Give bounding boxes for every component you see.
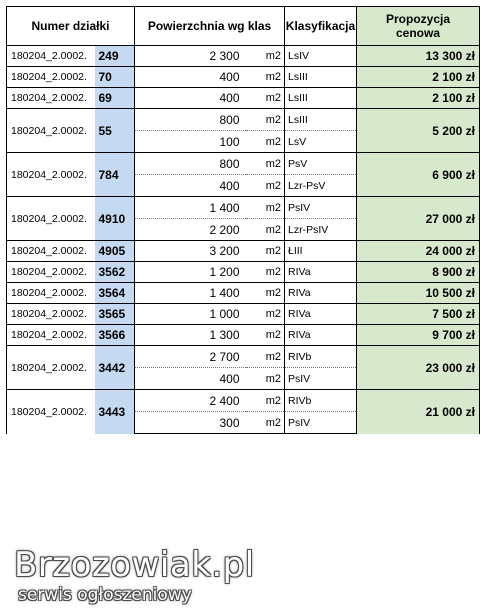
land-class: RIVa xyxy=(285,262,357,283)
price-proposal: 2 100 zł xyxy=(357,88,480,109)
area-unit: m2 xyxy=(246,412,285,434)
area-unit: m2 xyxy=(246,67,285,88)
plot-prefix: 180204_2.0002. xyxy=(7,67,95,88)
plot-number: 3442 xyxy=(95,346,135,390)
price-proposal: 8 900 zł xyxy=(357,262,480,283)
land-class: LsIII xyxy=(285,67,357,88)
area-value: 800 xyxy=(135,153,246,175)
table-row xyxy=(7,88,480,109)
area-value: 2 400 xyxy=(135,390,246,412)
price-proposal: 7 500 zł xyxy=(357,304,480,325)
area-value: 2 300 xyxy=(135,46,246,67)
area-unit: m2 xyxy=(246,241,285,262)
area-value: 1 200 xyxy=(135,262,246,283)
plot-number: 4905 xyxy=(95,241,135,262)
area-unit: m2 xyxy=(246,197,285,219)
price-proposal: 21 000 zł xyxy=(357,390,480,434)
area-value: 1 400 xyxy=(135,283,246,304)
table-row xyxy=(7,197,480,219)
area-value: 100 xyxy=(135,131,246,153)
land-class: PsIV xyxy=(285,197,357,219)
area-unit: m2 xyxy=(246,283,285,304)
table-row xyxy=(7,283,480,304)
area-value: 800 xyxy=(135,109,246,131)
header-propozycja-cenowa xyxy=(357,7,480,46)
price-proposal: 10 500 zł xyxy=(357,283,480,304)
plot-number: 4910 xyxy=(95,197,135,241)
table-body xyxy=(7,46,480,434)
plot-number: 55 xyxy=(95,109,135,153)
plot-number: 3565 xyxy=(95,304,135,325)
plots-table xyxy=(6,6,480,434)
area-unit: m2 xyxy=(246,346,285,368)
area-unit: m2 xyxy=(246,109,285,131)
area-value: 1 300 xyxy=(135,325,246,346)
area-unit: m2 xyxy=(246,219,285,241)
land-class: Lzr-PsIV xyxy=(285,219,357,241)
plot-number: 3564 xyxy=(95,283,135,304)
table-row xyxy=(7,262,480,283)
area-value: 400 xyxy=(135,175,246,197)
plot-number: 784 xyxy=(95,153,135,197)
table-row xyxy=(7,346,480,368)
area-value: 2 700 xyxy=(135,346,246,368)
area-unit: m2 xyxy=(246,46,285,67)
plot-prefix: 180204_2.0002. xyxy=(7,153,95,197)
plot-number: 249 xyxy=(95,46,135,67)
area-unit: m2 xyxy=(246,131,285,153)
area-unit: m2 xyxy=(246,390,285,412)
table-row xyxy=(7,67,480,88)
table-header-row xyxy=(7,7,480,46)
plot-number: 3562 xyxy=(95,262,135,283)
land-class: RIVb xyxy=(285,346,357,368)
land-class: LsV xyxy=(285,131,357,153)
land-class: RIVa xyxy=(285,325,357,346)
land-class: PsIV xyxy=(285,368,357,390)
price-proposal: 23 000 zł xyxy=(357,346,480,390)
table-row xyxy=(7,304,480,325)
land-class: PsV xyxy=(285,153,357,175)
plot-prefix: 180204_2.0002. xyxy=(7,88,95,109)
plot-prefix: 180204_2.0002. xyxy=(7,262,95,283)
area-unit: m2 xyxy=(246,175,285,197)
area-unit: m2 xyxy=(246,153,285,175)
price-proposal: 9 700 zł xyxy=(357,325,480,346)
area-value: 1 400 xyxy=(135,197,246,219)
price-proposal: 2 100 zł xyxy=(357,67,480,88)
table-row xyxy=(7,325,480,346)
land-class: LsIV xyxy=(285,46,357,67)
land-class: LsIII xyxy=(285,88,357,109)
price-proposal: 5 200 zł xyxy=(357,109,480,153)
area-value: 400 xyxy=(135,88,246,109)
area-value: 3 200 xyxy=(135,241,246,262)
area-unit: m2 xyxy=(246,88,285,109)
plot-prefix: 180204_2.0002. xyxy=(7,346,95,390)
header-klasyfikacja: Klasyfikacja xyxy=(285,7,357,46)
area-unit: m2 xyxy=(246,368,285,390)
watermark-subtitle: serwis ogłoszeniowy xyxy=(18,585,192,605)
area-unit: m2 xyxy=(246,325,285,346)
price-proposal: 6 900 zł xyxy=(357,153,480,197)
area-value: 1 000 xyxy=(135,304,246,325)
plot-prefix: 180204_2.0002. xyxy=(7,241,95,262)
price-proposal: 24 000 zł xyxy=(357,241,480,262)
plot-prefix: 180204_2.0002. xyxy=(7,46,95,67)
area-unit: m2 xyxy=(246,304,285,325)
header-powierzchnia: Powierzchnia wg klas xyxy=(135,7,285,46)
plot-number: 3443 xyxy=(95,390,135,434)
plot-prefix: 180204_2.0002. xyxy=(7,390,95,434)
area-value: 400 xyxy=(135,368,246,390)
land-class: ŁIII xyxy=(285,241,357,262)
land-class: RIVb xyxy=(285,390,357,412)
plot-prefix: 180204_2.0002. xyxy=(7,304,95,325)
watermark-title: Brzozowiak.pl xyxy=(14,545,255,585)
table-row xyxy=(7,153,480,175)
land-class: RIVa xyxy=(285,304,357,325)
table-row xyxy=(7,241,480,262)
watermark xyxy=(14,546,255,606)
plot-prefix: 180204_2.0002. xyxy=(7,325,95,346)
area-value: 2 200 xyxy=(135,219,246,241)
plot-prefix: 180204_2.0002. xyxy=(7,283,95,304)
table-row xyxy=(7,109,480,131)
header-propozycja-text: Propozycja cenowa xyxy=(385,12,451,40)
price-proposal: 27 000 zł xyxy=(357,197,480,241)
plot-number: 70 xyxy=(95,67,135,88)
plot-number: 3566 xyxy=(95,325,135,346)
plot-number: 69 xyxy=(95,88,135,109)
plot-prefix: 180204_2.0002. xyxy=(7,197,95,241)
header-numer-dzialki: Numer działki xyxy=(7,7,135,46)
land-class: PsIV xyxy=(285,412,357,434)
table-row xyxy=(7,46,480,67)
area-value: 400 xyxy=(135,67,246,88)
area-unit: m2 xyxy=(246,262,285,283)
land-class: Lzr-PsV xyxy=(285,175,357,197)
land-class: RIVa xyxy=(285,283,357,304)
price-proposal: 13 300 zł xyxy=(357,46,480,67)
plot-prefix: 180204_2.0002. xyxy=(7,109,95,153)
table-row xyxy=(7,390,480,412)
area-value: 300 xyxy=(135,412,246,434)
land-class: LsIII xyxy=(285,109,357,131)
